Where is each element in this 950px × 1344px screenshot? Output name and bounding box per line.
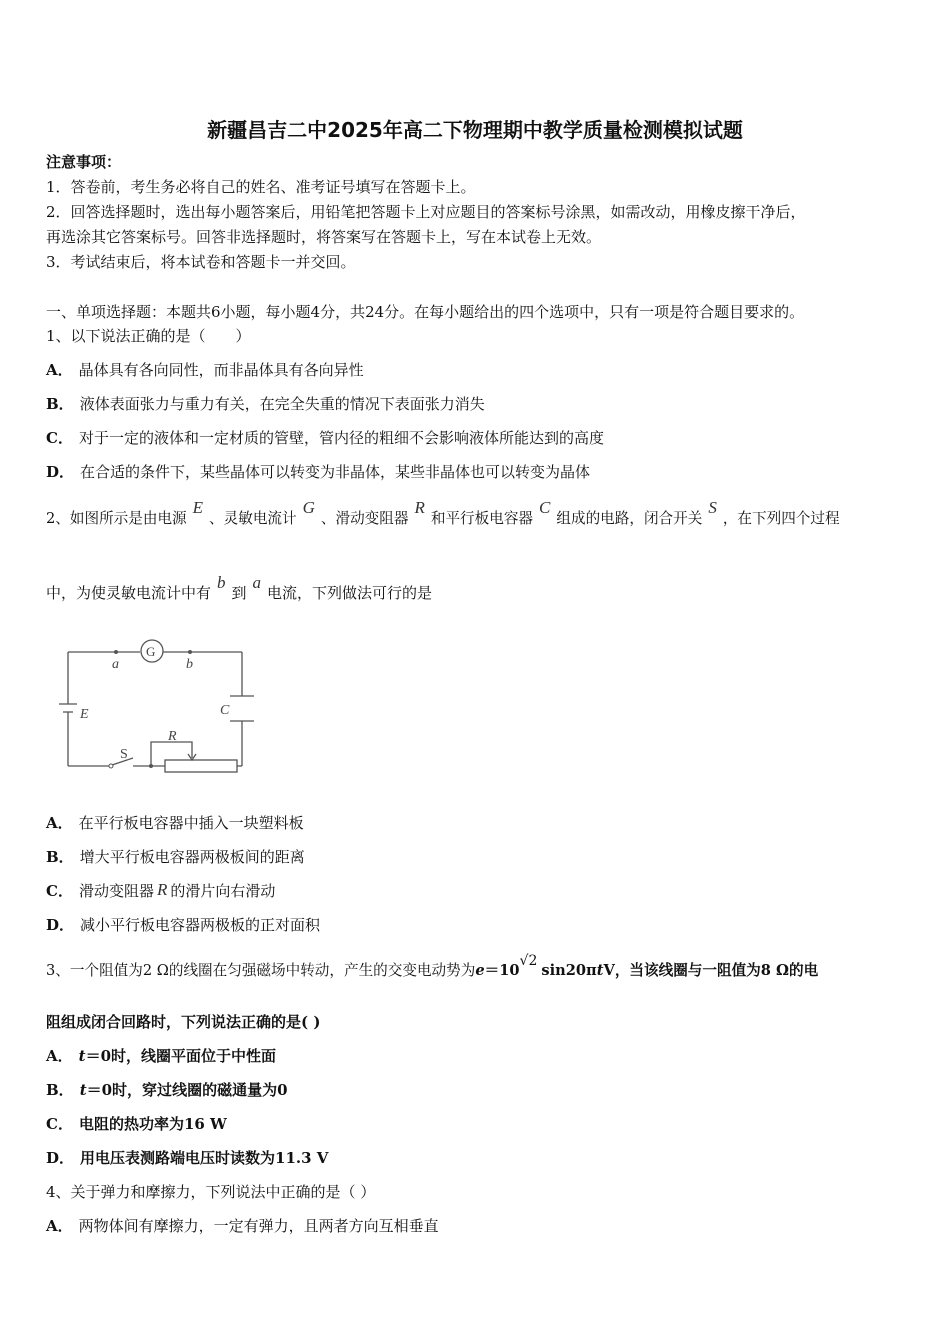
circuit-diagram: [40, 630, 260, 780]
page-title: 新疆昌吉二中2025年高二下物理期中教学质量检测模拟试题: [207, 118, 743, 142]
option-text: 在平行板电容器中插入一块塑料板: [78, 814, 304, 832]
question-1-stem: 1、以下说法正确的是（ ）: [46, 327, 251, 345]
g-label: G: [146, 644, 156, 659]
notice-item: 再选涂其它答案标号。回答非选择题时，将答案写在答题卡上，写在本试卷上无效。: [46, 228, 602, 246]
r-label: R: [168, 729, 177, 744]
a-label: a: [112, 657, 119, 672]
option-letter: C．: [46, 882, 73, 900]
option-text: 的滑片向右滑动: [170, 882, 276, 900]
stem-text: sin20π: [541, 962, 597, 979]
option-letter: D．: [46, 916, 75, 934]
variable-e: e: [475, 962, 485, 979]
stem-text: V，当该线圈与一阻值为8 Ω的电: [603, 962, 819, 979]
option-text: 两物体间有摩擦力，一定有弹力，且两者方向互相垂直: [78, 1217, 439, 1235]
option-letter: A．: [46, 361, 73, 379]
variable-t: t: [79, 1081, 87, 1099]
variable-t: t: [78, 1047, 86, 1065]
q2-option-d: [46, 915, 320, 935]
stem-text: 中，为使灵敏电流计中有: [46, 584, 212, 602]
question-4-stem: 4、关于弹力和摩擦力，下列说法中正确的是（ ）: [46, 1183, 376, 1201]
variable-t: t: [596, 962, 604, 979]
sqrt-symbol: √2: [519, 953, 538, 969]
switch-contact: [109, 764, 113, 768]
stem-text: 到: [231, 584, 247, 602]
question-2-stem: [46, 498, 840, 529]
stem-text: 和平行板电容器: [430, 510, 534, 527]
option-letter: B．: [46, 848, 74, 866]
node-b: [188, 650, 192, 654]
notice-item: 3．考试结束后，将本试卷和答题卡一并交回。: [46, 253, 356, 271]
question-3-stem-line2: 阻组成闭合回路时，下列说法正确的是( ): [46, 1013, 321, 1031]
stem-text: 3、一个阻值为2 Ω的线圈在匀强磁场中转动，产生的交变电动势为: [46, 962, 476, 979]
option-letter: B．: [46, 1081, 74, 1099]
option-text: 电阻的热功率为16 W: [78, 1115, 227, 1133]
option-text: 用电压表测路端电压时读数为11.3 V: [80, 1149, 329, 1167]
stem-text: ＝10: [484, 962, 520, 979]
option-text: 在合适的条件下，某些晶体可以转变为非晶体，某些非晶体也可以转变为晶体: [80, 463, 591, 481]
option-letter: B．: [46, 395, 74, 413]
variable-c: C: [539, 498, 551, 517]
variable-a: a: [252, 573, 262, 592]
q3-option-c: [46, 1114, 227, 1134]
rheostat-slider-wire: [151, 742, 192, 766]
stem-text: 电流，下列做法可行的是: [267, 584, 433, 602]
b-label: b: [186, 657, 193, 672]
q1-option-a: [46, 360, 364, 380]
option-text: ＝0时，穿过线圈的磁通量为0: [86, 1081, 288, 1099]
variable-r: R: [414, 498, 425, 517]
stem-text: 2、如图所示是由电源: [46, 510, 187, 527]
option-text: 增大平行板电容器两极板间的距离: [79, 848, 305, 866]
notice-heading: 注意事项：: [46, 153, 122, 171]
q2-option-b: [46, 847, 305, 867]
option-letter: C．: [46, 429, 73, 447]
s-label: S: [120, 747, 128, 762]
option-text: 减小平行板电容器两极板的正对面积: [80, 916, 321, 934]
option-letter: D．: [46, 1149, 75, 1167]
variable-b: b: [217, 573, 226, 592]
variable-r: R: [156, 880, 168, 899]
stem-text: 、滑动变阻器: [320, 510, 409, 527]
rheostat-body: [165, 760, 237, 772]
variable-s: S: [708, 498, 717, 517]
stem-text: 、灵敏电流计: [209, 510, 297, 527]
q3-option-b: [46, 1080, 288, 1100]
e-label: E: [80, 707, 89, 722]
option-letter: C．: [46, 1115, 73, 1133]
q1-option-d: [46, 462, 590, 482]
option-text: 晶体具有各向同性，而非晶体具有各向异性: [78, 361, 364, 379]
option-text: ＝0时，线圈平面位于中性面: [85, 1047, 277, 1065]
stem-text: 组成的电路，闭合开关: [556, 510, 703, 527]
option-text: 对于一定的液体和一定材质的管壁，管内径的粗细不会影响液体所能达到的高度: [78, 429, 604, 447]
section-heading: 一、单项选择题：本题共6小题，每小题4分，共24分。在每小题给出的四个选项中，只有一项是符合题目要求的。: [46, 303, 805, 321]
q2-option-c: [46, 881, 275, 901]
variable-g: G: [302, 498, 315, 517]
option-letter: D．: [46, 463, 75, 481]
q2-option-a: [46, 813, 304, 833]
stem-text: ，在下列四个过程: [722, 510, 840, 527]
question-2-stem-line2: [46, 573, 433, 603]
option-text: 滑动变阻器: [78, 882, 154, 900]
q3-option-a: [46, 1046, 276, 1066]
q1-option-b: [46, 394, 485, 414]
q1-option-c: [46, 428, 604, 448]
node-a: [114, 650, 118, 654]
q3-option-d: [46, 1148, 328, 1168]
option-letter: A．: [46, 1047, 73, 1065]
question-3-stem: [46, 953, 819, 981]
notice-item: 1．答卷前，考生务必将自己的姓名、准考证号填写在答题卡上。: [46, 178, 476, 196]
variable-e: E: [192, 498, 204, 517]
c-label: C: [220, 703, 230, 718]
q4-option-a: [46, 1216, 439, 1236]
option-text: 液体表面张力与重力有关，在完全失重的情况下表面张力消失: [79, 395, 485, 413]
node-junction: [149, 764, 153, 768]
option-letter: A．: [46, 814, 73, 832]
notice-item: 2．回答选择题时，选出每小题答案后，用铅笔把答题卡上对应题目的答案标号涂黑，如需改动，用橡皮擦干净后，: [46, 203, 806, 221]
option-letter: A．: [46, 1217, 73, 1235]
